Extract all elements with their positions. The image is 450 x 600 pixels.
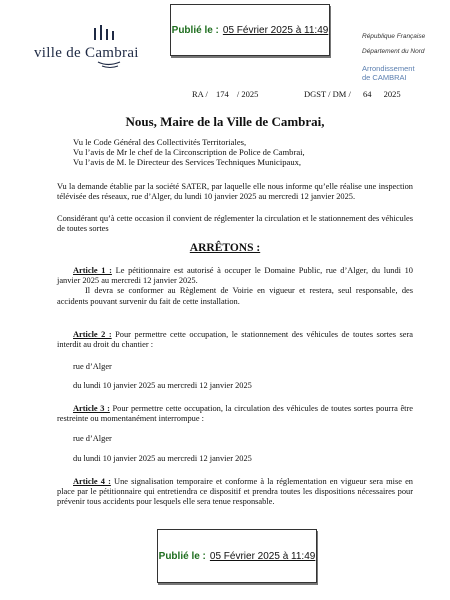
article-4 bbox=[57, 477, 413, 508]
article-2-title: Article 2 : bbox=[73, 330, 112, 339]
article-1-title: Article 1 : bbox=[73, 266, 112, 275]
reference-dgst bbox=[304, 89, 401, 99]
footer-published-label: Publié le : bbox=[158, 550, 206, 562]
article-1-text2: Il devra se conformer au Règlement de Voirie en vigueur et restera, seul responsable, des accidents pouvant survenir du fait de cette installation. bbox=[57, 286, 413, 306]
request-paragraph bbox=[57, 182, 413, 202]
published-label: Publié le : bbox=[171, 24, 219, 36]
city-logo-text: ville de Cambrai bbox=[34, 45, 139, 61]
arretons-heading: ARRÊTONS : bbox=[189, 242, 261, 254]
article-3 bbox=[57, 404, 413, 424]
arrondissement-line2: de CAMBRAI bbox=[362, 73, 407, 82]
arrondissement-label bbox=[362, 64, 415, 82]
footer-published-date: 05 Février 2025 à 11:49 bbox=[209, 550, 316, 562]
article-2 bbox=[57, 330, 413, 350]
ra-label: RA / bbox=[192, 89, 208, 99]
consider-text: Considérant qu’à cette occasion il convient de réglementer la circulation et le stationnement des véhicules de toutes sortes bbox=[57, 214, 413, 234]
article-3-street: rue d’Alger bbox=[73, 434, 112, 443]
article-2-dates: du lundi 10 janvier 2025 au mercredi 12 janvier 2025 bbox=[73, 381, 252, 390]
article-3-dates: du lundi 10 janvier 2025 au mercredi 12 janvier 2025 bbox=[73, 454, 252, 463]
article-4-title: Article 4 : bbox=[73, 477, 111, 486]
vu-block bbox=[73, 137, 305, 167]
article-2-street: rue d’Alger bbox=[73, 362, 112, 371]
article-4-text: Une signalisation temporaire et conforme à la réglementation en vigueur sera mise en place par le pétitionnaire qui entretiendra ce dispositif et prendra toutes les dispositions nécessaires pour prévenir tous accidents pour lesquels elle sera tenue responsable. bbox=[57, 477, 413, 507]
ra-number: 174 bbox=[215, 89, 229, 99]
article-3-text: Pour permettre cette occupation, la circulation des véhicules de toutes sortes pourra être restreinte ou momentanément interrompue : bbox=[57, 404, 413, 424]
department-label: Département du Nord bbox=[362, 48, 425, 55]
dgst-year: 2025 bbox=[383, 89, 401, 99]
dgst-number: 64 bbox=[362, 89, 372, 99]
article-1-text: Le pétitionnaire est autorisé à occuper le Domaine Public, rue d’Alger, du lundi 10 janvier 2025 au mercredi 12 janvier 2025. bbox=[57, 266, 413, 286]
reference-ra bbox=[192, 89, 258, 99]
document-title: Nous, Maire de la Ville de Cambrai, bbox=[125, 114, 325, 129]
vu-line-1: Vu le Code Général des Collectivités Territoriales, bbox=[73, 137, 247, 147]
consider-paragraph bbox=[57, 214, 413, 234]
article-3-title: Article 3 : bbox=[73, 404, 110, 413]
published-stamp-bottom bbox=[157, 529, 317, 583]
vu-line-3: Vu l’avis de M. le Directeur des Services Techniques Municipaux, bbox=[73, 157, 302, 167]
republic-label: République Française bbox=[362, 33, 426, 40]
vu-line-2: Vu l’avis de Mr le chef de la Circonscription de Police de Cambrai, bbox=[73, 147, 305, 157]
arrondissement-line1: Arrondissement bbox=[362, 64, 415, 73]
article-2-text: Pour permettre cette occupation, le stationnement des véhicules de toutes sortes sera interdit au droit du chantier : bbox=[57, 330, 413, 350]
ra-year: / 2025 bbox=[236, 89, 259, 99]
published-date: 05 Février 2025 à 11:49 bbox=[222, 24, 329, 36]
dgst-label: DGST / DM / bbox=[304, 89, 351, 99]
published-stamp-top bbox=[170, 4, 330, 56]
article-1 bbox=[57, 266, 413, 307]
request-text: Vu la demande établie par la société SATER, par laquelle elle nous informe qu’elle réalise une inspection télévisée des réseaux, rue d’Alger, du lundi 10 janvier 2025 au mercredi 12 janvier 2025. bbox=[57, 182, 413, 202]
